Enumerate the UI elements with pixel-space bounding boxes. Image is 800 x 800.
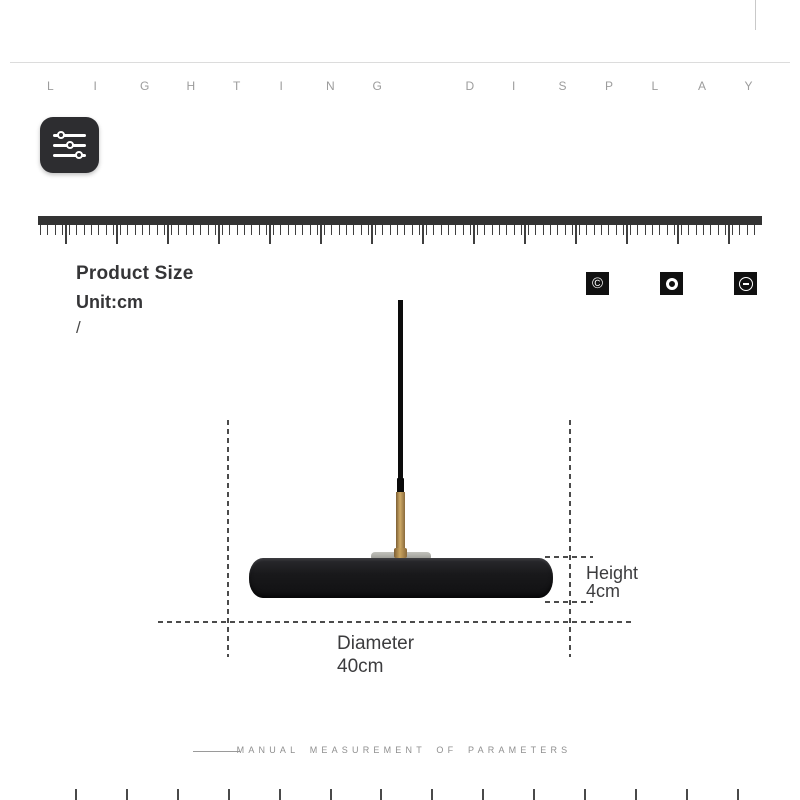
ruler-minor-tick: [339, 225, 340, 235]
ruler-minor-tick: [652, 225, 653, 235]
header-separator-line: [10, 62, 790, 63]
bottom-ruler-tick: [380, 789, 382, 800]
ruler-minor-tick: [674, 225, 675, 235]
ruler-minor-tick: [157, 225, 158, 235]
slider-knob-icon: [66, 141, 74, 149]
ruler-minor-tick: [521, 225, 522, 235]
ruler-minor-tick: [120, 225, 121, 235]
height-dash-bottom: [545, 601, 593, 603]
diameter-label-text: Diameter: [337, 633, 415, 654]
banner-letter: H: [186, 79, 196, 93]
ruler-minor-tick: [55, 225, 56, 235]
ruler-minor-tick: [62, 225, 63, 235]
ruler-minor-tick: [696, 225, 697, 235]
ruler-minor-tick: [317, 225, 318, 235]
ruler-minor-tick: [572, 225, 573, 235]
slider-knob-icon: [57, 131, 65, 139]
ruler-minor-tick: [127, 225, 128, 235]
bottom-ruler-tick: [279, 789, 281, 800]
banner-letter: P: [605, 79, 614, 93]
product-size-title: Product Size: [76, 263, 194, 284]
bottom-ruler-tick: [686, 789, 688, 800]
bottom-ruler-tick: [177, 789, 179, 800]
bottom-ruler-tick: [584, 789, 586, 800]
ruler-major-tick: [116, 225, 118, 244]
ruler-minor-tick: [579, 225, 580, 235]
sliders-filter-icon: [40, 117, 99, 173]
ruler-minor-tick: [368, 225, 369, 235]
ruler-minor-tick: [630, 225, 631, 235]
ruler-minor-tick: [747, 225, 748, 235]
ruler-minor-tick: [718, 225, 719, 235]
ruler-minor-tick: [623, 225, 624, 235]
banner-letter: S: [558, 79, 567, 93]
diameter-dash-baseline: [158, 621, 632, 623]
ruler-minor-tick: [91, 225, 92, 235]
bottom-ruler-tick: [635, 789, 637, 800]
ruler-minor-tick: [528, 225, 529, 235]
ruler-minor-tick: [346, 225, 347, 235]
copyright-badge: [586, 272, 609, 295]
ruler-major-tick: [218, 225, 220, 244]
ruler-minor-tick: [273, 225, 274, 235]
banner-letter: T: [233, 79, 241, 93]
height-value-text: 4cm: [586, 581, 621, 601]
ruler-minor-tick: [601, 225, 602, 235]
top-right-divider-line: [755, 0, 756, 30]
ruler-minor-tick: [404, 225, 405, 235]
slash-note: /: [76, 318, 81, 337]
ruler-minor-tick: [186, 225, 187, 235]
lamp-shade-disc: [249, 558, 553, 598]
ruler-minor-tick: [331, 225, 332, 235]
ruler-minor-tick: [506, 225, 507, 235]
ruler-minor-tick: [113, 225, 114, 235]
lamp-brass-stem-flare: [394, 548, 407, 558]
banner-letter: N: [326, 79, 335, 93]
ruler-minor-tick: [324, 225, 325, 235]
banner-letter: I: [512, 79, 516, 93]
ruler-minor-tick: [448, 225, 449, 235]
ruler-bar: [38, 216, 762, 225]
diameter-dimension-label: [337, 632, 414, 678]
ruler-minor-tick: [645, 225, 646, 235]
ruler-minor-tick: [463, 225, 464, 235]
minus-bar-icon: [743, 283, 749, 285]
diameter-value-text: 40cm: [337, 656, 384, 677]
slider-knob-icon: [75, 151, 83, 159]
bottom-ruler-tick: [228, 789, 230, 800]
ruler-minor-tick: [47, 225, 48, 235]
ruler-major-tick: [269, 225, 271, 244]
height-dimension-label: [586, 564, 638, 600]
ruler-minor-tick: [382, 225, 383, 235]
ruler-minor-tick: [739, 225, 740, 235]
bottom-ruler-tick: [126, 789, 128, 800]
ruler-major-tick: [524, 225, 526, 244]
slider-line-icon: [53, 134, 86, 137]
ruler-minor-tick: [251, 225, 252, 235]
ruler-minor-tick: [426, 225, 427, 235]
ruler-major-tick: [626, 225, 628, 244]
ruler-minor-tick: [353, 225, 354, 235]
ruler-minor-tick: [543, 225, 544, 235]
ruler-minor-tick: [229, 225, 230, 235]
ruler-major-tick: [167, 225, 169, 244]
ruler-minor-tick: [681, 225, 682, 235]
slider-line-icon: [53, 154, 86, 157]
ruler-minor-tick: [608, 225, 609, 235]
bottom-ruler-tick: [75, 789, 77, 800]
ruler-minor-tick: [208, 225, 209, 235]
height-label-text: Height: [586, 563, 639, 583]
ruler-minor-tick: [259, 225, 260, 235]
ruler-major-tick: [677, 225, 679, 244]
minus-badge: [734, 272, 757, 295]
ruler-minor-tick: [565, 225, 566, 235]
ruler-minor-tick: [433, 225, 434, 235]
bottom-ruler-tick: [431, 789, 433, 800]
ruler-minor-tick: [361, 225, 362, 235]
ruler-minor-tick: [586, 225, 587, 235]
ruler-major-tick: [65, 225, 67, 244]
banner-letter: Y: [744, 79, 753, 93]
ruler-minor-tick: [470, 225, 471, 235]
ruler-minor-tick: [535, 225, 536, 235]
footer-note: MANUAL MEASUREMENT OF PARAMETERS: [236, 745, 572, 755]
ruler-minor-tick: [754, 225, 755, 235]
ruler-minor-tick: [375, 225, 376, 235]
camera-lens-icon: [666, 278, 678, 290]
ruler-minor-tick: [280, 225, 281, 235]
ruler-minor-tick: [616, 225, 617, 235]
ruler-minor-tick: [164, 225, 165, 235]
ruler-major-tick: [575, 225, 577, 244]
ruler-minor-tick: [484, 225, 485, 235]
ruler-minor-tick: [40, 225, 41, 235]
ruler-minor-tick: [244, 225, 245, 235]
banner-letter: I: [93, 79, 97, 93]
banner-letter: L: [651, 79, 659, 93]
ruler-minor-tick: [149, 225, 150, 235]
bottom-ruler-tick: [737, 789, 739, 800]
ruler-minor-tick: [142, 225, 143, 235]
ruler-minor-tick: [193, 225, 194, 235]
ruler-minor-tick: [98, 225, 99, 235]
ruler-minor-tick: [492, 225, 493, 235]
banner-letter: I: [279, 79, 283, 93]
ruler-minor-tick: [499, 225, 500, 235]
ruler-major-tick: [371, 225, 373, 244]
bottom-ruler-tick: [533, 789, 535, 800]
ruler-minor-tick: [594, 225, 595, 235]
ruler-minor-tick: [667, 225, 668, 235]
ruler-minor-tick: [397, 225, 398, 235]
ruler-major-tick: [473, 225, 475, 244]
ruler-major-tick: [320, 225, 322, 244]
slider-line-icon: [53, 144, 86, 147]
lighting-display-banner: [0, 79, 800, 95]
ruler-minor-tick: [237, 225, 238, 235]
ruler-minor-tick: [390, 225, 391, 235]
bottom-ruler-tick: [482, 789, 484, 800]
ruler-minor-tick: [178, 225, 179, 235]
banner-letter: D: [465, 79, 475, 93]
ruler-minor-tick: [215, 225, 216, 235]
ruler-minor-tick: [106, 225, 107, 235]
ruler-minor-tick: [84, 225, 85, 235]
camera-badge: [660, 272, 683, 295]
ruler-minor-tick: [302, 225, 303, 235]
ruler-minor-tick: [412, 225, 413, 235]
banner-letter: A: [698, 79, 707, 93]
ruler-major-tick: [422, 225, 424, 244]
ruler-minor-tick: [659, 225, 660, 235]
ruler-minor-tick: [441, 225, 442, 235]
ruler-minor-tick: [76, 225, 77, 235]
ruler-minor-tick: [688, 225, 689, 235]
ruler-minor-tick: [557, 225, 558, 235]
ruler-minor-tick: [69, 225, 70, 235]
unit-label: Unit:cm: [76, 292, 143, 312]
banner-letter: G: [372, 79, 382, 93]
ruler-minor-tick: [288, 225, 289, 235]
ruler-minor-tick: [550, 225, 551, 235]
ruler-minor-tick: [732, 225, 733, 235]
ruler-minor-tick: [135, 225, 136, 235]
height-dash-top: [545, 556, 593, 558]
ruler-minor-tick: [266, 225, 267, 235]
ruler-minor-tick: [310, 225, 311, 235]
copyright-icon: ©: [591, 275, 604, 292]
ruler-minor-tick: [419, 225, 420, 235]
ruler-major-tick: [728, 225, 730, 244]
ruler-minor-tick: [200, 225, 201, 235]
banner-letter: G: [140, 79, 150, 93]
banner-letter: L: [47, 79, 54, 93]
ruler-minor-tick: [637, 225, 638, 235]
bottom-ruler-tick: [330, 789, 332, 800]
ruler-minor-tick: [295, 225, 296, 235]
ruler-minor-tick: [725, 225, 726, 235]
lamp-cord: [398, 300, 403, 480]
footer-accent-line: [193, 751, 240, 752]
ruler-minor-tick: [455, 225, 456, 235]
ruler-minor-tick: [171, 225, 172, 235]
ruler-minor-tick: [514, 225, 515, 235]
ruler-minor-tick: [222, 225, 223, 235]
ruler-minor-tick: [710, 225, 711, 235]
ruler-minor-tick: [477, 225, 478, 235]
ruler-minor-tick: [703, 225, 704, 235]
